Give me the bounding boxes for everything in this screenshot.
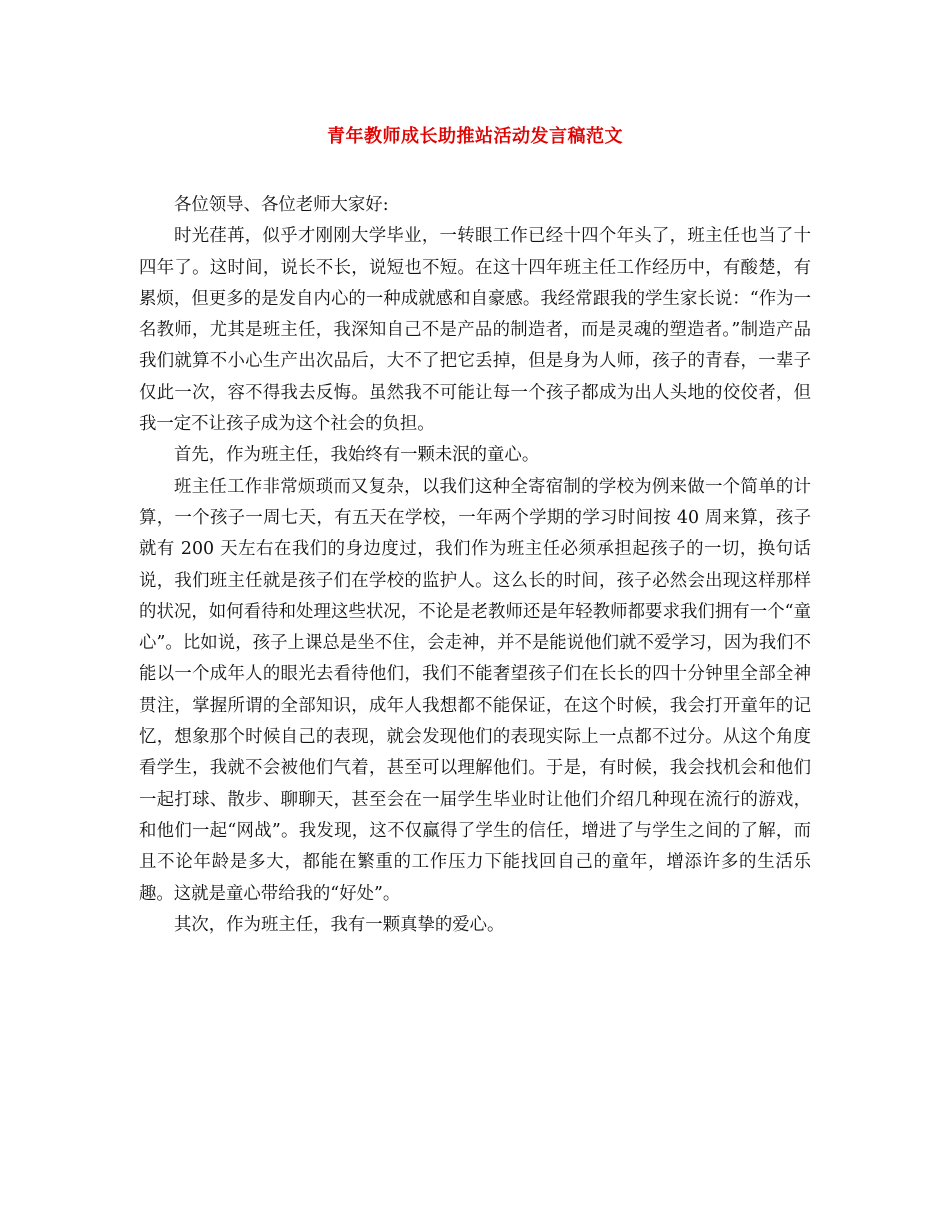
- document-title: 青年教师成长助推站活动发言稿范文: [327, 126, 623, 147]
- paragraph-intro: 时光荏苒，似乎才刚刚大学毕业，一转眼工作已经十四个年头了，班主任也当了十四年了。这时间，说长不长，说短也不短。在这十四年班主任工作经历中，有酸楚，有累烦，但更多的是发自内心的一种成就感和自豪感。我经常跟我的学生家长说：“作为一名教师，尤其是班主任，我深知自己不是产品的制造者，而是灵魂的塑造者。”制造产品我们就算不小心生产出次品后，大不了把它丢掉，但是身为人师，孩子的青春，一辈子仅此一次，容不得我去反悔。虽然我不可能让每一个孩子都成为出人头地的佼佼者，但我一定不让孩子成为这个社会的负担。: [139, 226, 811, 435]
- paragraph-first-point: 首先，作为班主任，我始终有一颗未泯的童心。: [174, 445, 540, 466]
- document-body: [139, 190, 811, 941]
- paragraph-first-point-detail: 班主任工作非常烦琐而又复杂，以我们这种全寄宿制的学校为例来做一个简单的计算，一个孩子一周七天，有五天在学校，一年两个学期的学习时间按 40 周来算，孩子就有 200 天左右在我们的身边度过，我们作为班主任必须承担起孩子的一切，换句话说，我们班主任就是孩子们在学校的监护人。这么长的时间，孩子必然会出现这样那样的状况，如何看待和处理这些状况，不论是老教师还是年轻教师都要求我们拥有一个“童心”。比如说，孩子上课总是坐不住，会走神，并不是能说他们就不爱学习，因为我们不能以一个成年人的眼光去看待他们，我们不能奢望孩子们在长长的四十分钟里全部全神贯注，掌握所谓的全部知识，成年人我想都不能保证，在这个时候，我会打开童年的记忆，想象那个时候自己的表现，就会发现他们的表现实际上一点都不过分。从这个角度看学生，我就不会被他们气着，甚至可以理解他们。于是，有时候，我会找机会和他们一起打球、散步、聊聊天，甚至会在一届学生毕业时让他们介绍几种现在流行的游戏，和他们一起“网战”。我发现，这不仅赢得了学生的信任，增进了与学生之间的了解，而且不论年龄是多大，都能在繁重的工作压力下能找回自己的童年，增添许多的生活乐趣。这就是童心带给我的“好处”。: [139, 476, 811, 904]
- paragraph-greeting: 各位领导、各位老师大家好:: [174, 195, 389, 215]
- paragraph-second-point: 其次，作为班主任，我有一颗真挚的爱心。: [174, 914, 505, 935]
